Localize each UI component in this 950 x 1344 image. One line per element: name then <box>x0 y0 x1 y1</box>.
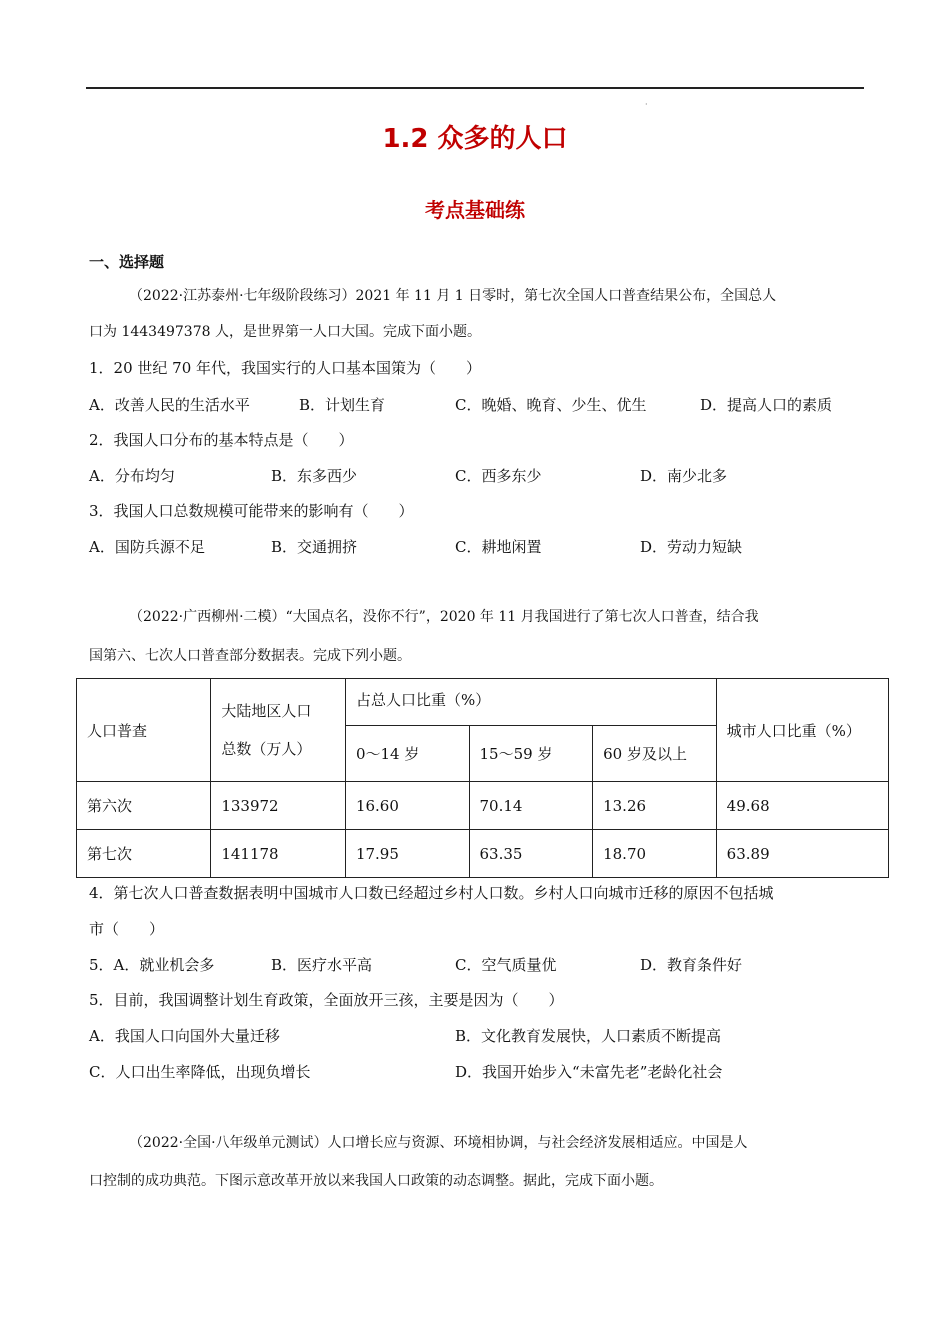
cell-age-15-59: 63.35 <box>469 830 593 878</box>
header-census: 人口普查 <box>77 679 211 782</box>
page-title: 1.2 众多的人口 <box>382 124 568 154</box>
cell-age-15-59: 70.14 <box>469 782 593 830</box>
q3-stem: 3．我国人口总数规模可能带来的影响有（ ） <box>89 502 414 520</box>
q1-option-b[interactable]: B．计划生育 <box>299 396 386 414</box>
q2-option-b[interactable]: B．东多西少 <box>271 467 358 485</box>
cell-age-0-14: 16.60 <box>345 782 469 830</box>
q4-stem-line2: 市（ ） <box>89 920 165 938</box>
q2-stem: 2．我国人口分布的基本特点是（ ） <box>89 431 354 449</box>
q2-option-d[interactable]: D．南少北多 <box>640 467 728 485</box>
q5-option-a[interactable]: A．我国人口向国外大量迁移 <box>89 1027 280 1045</box>
header-age-60-plus: 60 岁及以上 <box>593 726 717 782</box>
q2-option-a[interactable]: A．分布均匀 <box>89 467 175 485</box>
q4-option-d[interactable]: D．教育条件好 <box>640 956 743 974</box>
group2-intro-line2: 国第六、七次人口普查部分数据表。完成下列小题。 <box>89 648 411 664</box>
q1-option-a[interactable]: A．改善人民的生活水平 <box>89 396 250 414</box>
header-age-15-59: 15～59 岁 <box>469 726 593 782</box>
cell-total: 141178 <box>211 830 346 878</box>
table-row <box>77 830 889 878</box>
cell-total: 133972 <box>211 782 346 830</box>
header-dot: · <box>645 100 648 109</box>
census-table <box>76 678 889 878</box>
q3-option-b[interactable]: B．交通拥挤 <box>271 538 358 556</box>
header-rule <box>86 87 864 89</box>
q1-stem: 1．20 世纪 70 年代，我国实行的人口基本国策为（ ） <box>89 359 482 377</box>
q5-option-c[interactable]: C．人口出生率降低，出现负增长 <box>89 1063 311 1081</box>
cell-urban: 49.68 <box>716 782 888 830</box>
group1-intro-line1: （2022·江苏泰州·七年级阶段练习）2021 年 11 月 1 日零时，第七次全国人口普查结果公布，全国总人 <box>129 288 777 304</box>
q4-stem-line1: 4．第七次人口普查数据表明中国城市人口数已经超过乡村人口数。乡村人口向城市迁移的原因不包括城 <box>89 884 774 902</box>
q3-option-a[interactable]: A．国防兵源不足 <box>89 538 205 556</box>
cell-urban: 63.89 <box>716 830 888 878</box>
group2-intro-line1: （2022·广西柳州·二模）“大国点名，没你不行”，2020 年 11 月我国进行了第七次人口普查，结合我 <box>129 609 759 625</box>
header-total <box>211 679 346 782</box>
cell-age-60-plus: 18.70 <box>593 830 717 878</box>
q4-option-c[interactable]: C．空气质量优 <box>455 956 557 974</box>
q4-option-b[interactable]: B．医疗水平高 <box>271 956 373 974</box>
cell-census: 第七次 <box>77 830 211 878</box>
header-urban: 城市人口比重（%） <box>716 679 888 782</box>
section-heading: 一、选择题 <box>89 253 165 271</box>
group3-intro-line1: （2022·全国·八年级单元测试）人口增长应与资源、环境相协调，与社会经济发展相适应。中国是人 <box>129 1135 748 1151</box>
q5-stem: 5．目前，我国调整计划生育政策，全面放开三孩，主要是因为（ ） <box>89 991 564 1009</box>
q1-option-c[interactable]: C．晚婚、晚育、少生、优生 <box>455 396 647 414</box>
cell-census: 第六次 <box>77 782 211 830</box>
q3-option-c[interactable]: C．耕地闲置 <box>455 538 542 556</box>
q3-option-d[interactable]: D．劳动力短缺 <box>640 538 743 556</box>
page-subtitle: 考点基础练 <box>425 198 525 222</box>
q5-option-b[interactable]: B．文化教育发展快，人口素质不断提高 <box>455 1027 722 1045</box>
group1-intro-line2: 口为 1443497378 人，是世界第一人口大国。完成下面小题。 <box>89 324 481 340</box>
q2-option-c[interactable]: C．西多东少 <box>455 467 542 485</box>
cell-age-60-plus: 13.26 <box>593 782 717 830</box>
header-share: 占总人口比重（%） <box>345 679 716 726</box>
q5-option-d[interactable]: D．我国开始步入“未富先老”老龄化社会 <box>455 1063 723 1081</box>
header-total-line2: 总数（万人） <box>221 740 312 758</box>
header-age-0-14: 0～14 岁 <box>345 726 469 782</box>
q4-option-a[interactable]: 5．A．就业机会多 <box>89 956 215 974</box>
header-total-line1: 大陆地区人口 <box>221 702 312 720</box>
table-row <box>77 782 889 830</box>
cell-age-0-14: 17.95 <box>345 830 469 878</box>
q1-option-d[interactable]: D．提高人口的素质 <box>700 396 833 414</box>
group3-intro-line2: 口控制的成功典范。下图示意改革开放以来我国人口政策的动态调整。据此，完成下面小题。 <box>89 1173 663 1189</box>
